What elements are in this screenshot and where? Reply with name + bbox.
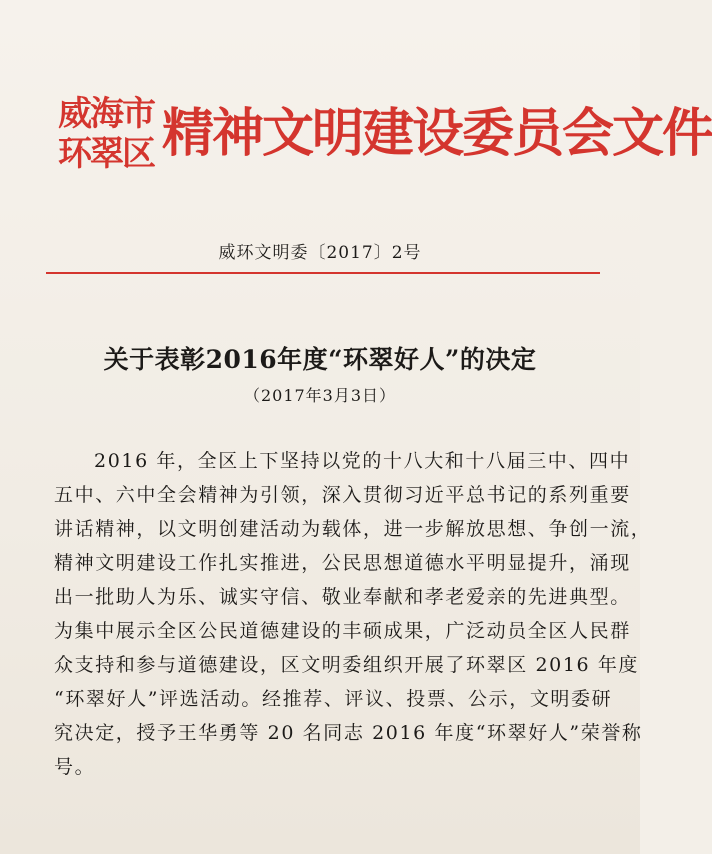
- body-line: “环翠好人”评选活动。经推荐、评议、投票、公示，文明委研: [54, 688, 613, 710]
- document-type: 精神文明建设委员会文件: [162, 103, 712, 164]
- body-paragraph: [54, 444, 652, 784]
- document-date: （2017年3月3日）: [243, 386, 397, 405]
- issuer-line-1: 威海市: [58, 94, 154, 134]
- body-line: 号。: [54, 756, 96, 778]
- body-line: 讲话精神，以文明创建活动为载体，进一步解放思想、争创一流，: [54, 518, 652, 540]
- body-line: 众支持和参与道德建设，区文明委组织开展了环翠区 2016 年度: [54, 654, 640, 676]
- body-line: 五中、六中全会精神为引领，深入贯彻习近平总书记的系列重要: [54, 484, 631, 506]
- red-divider: [46, 272, 600, 274]
- body-line: 出一批助人为乐、诚实守信、敬业奉献和孝老爱亲的先进典型。: [54, 586, 631, 608]
- document-number: 威环文明委〔2017〕2号: [218, 243, 422, 263]
- body-line: 2016 年，全区上下坚持以党的十八大和十八届三中、四中: [94, 450, 631, 472]
- document-title: 关于表彰2016年度“环翠好人”的决定: [103, 345, 537, 374]
- body-line: 为集中展示全区公民道德建设的丰硕成果，广泛动员全区人民群: [54, 620, 631, 642]
- issuer-name: [58, 94, 158, 174]
- body-line: 究决定，授予王华勇等 20 名同志 2016 年度“环翠好人”荣誉称: [54, 722, 643, 744]
- issuer-line-2: 环翠区: [58, 134, 154, 174]
- body-line: 精神文明建设工作扎实推进，公民思想道德水平明显提升，涌现: [54, 552, 631, 574]
- document-header: [58, 92, 712, 192]
